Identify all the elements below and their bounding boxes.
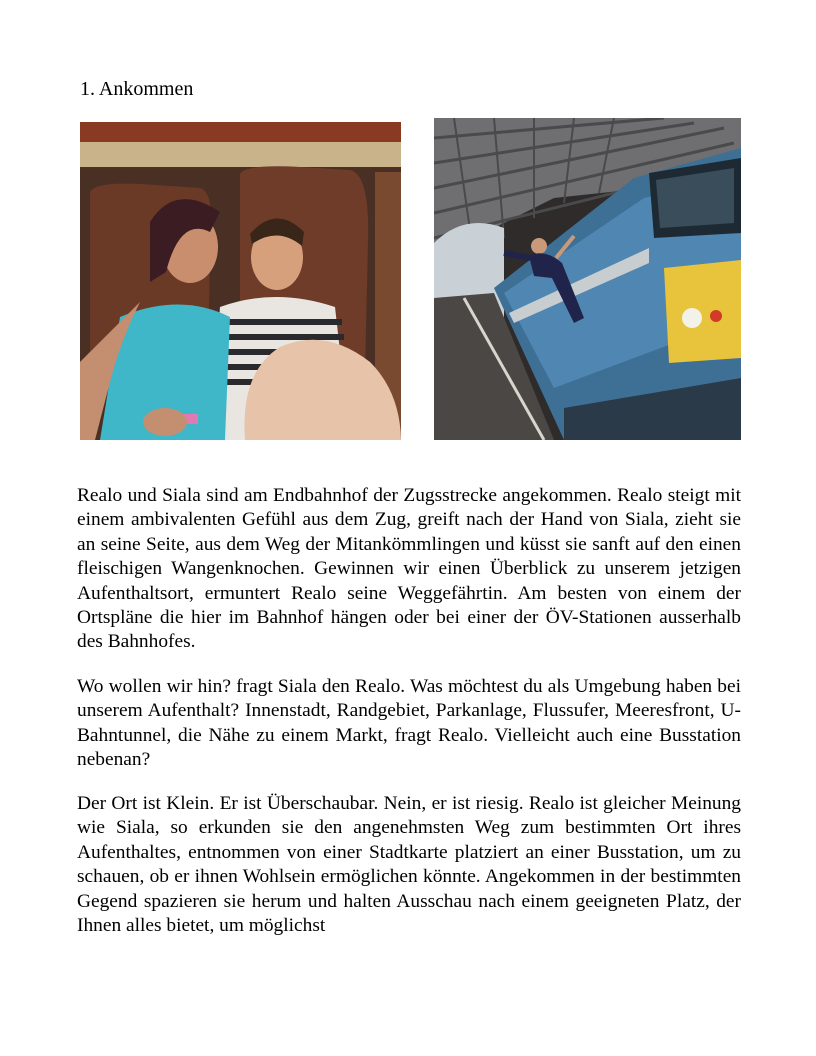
- section-heading: 1. Ankommen: [80, 78, 194, 100]
- photo-train-station-image: [434, 118, 741, 440]
- paragraph-3: Der Ort ist Klein. Er ist Überschaubar. Nein, er ist riesig. Realo ist gleicher Meinung wie Siala, so erkunden sie den angenehmsten Weg zum bestimmten Ort ihres Aufenthaltes, entnommen von einer Stadtkarte platziert an einer Busstation, um zu schauen, ob er ihnen Wohlsein ermöglichen könnte. Angekommen in der bestimmten Gegend spazieren sie herum und halten Ausschau nach einem geeigneten Platz, der Ihnen alles bietet, um möglichst: [77, 793, 741, 937]
- photo-couple-in-train: [80, 122, 401, 440]
- photo-train-station: [434, 118, 741, 440]
- paragraph-2: Wo wollen wir hin? fragt Siala den Realo. Was möchtest du als Umgebung haben bei unserem Aufenthalt? Innenstadt, Randgebiet, Parkanlage, Flussufer, Meeresfront, U-Bahntunnel, die Nähe zu einem Markt, fragt Realo. Vielleicht auch eine Busstation nebenan?: [77, 676, 741, 771]
- paragraph-1: Realo und Siala sind am Endbahnhof der Zugsstrecke angekommen. Realo steigt mit einem ambivalenten Gefühl aus dem Zug, greift nach der Hand von Siala, zieht sie an seine Seite, aus dem Weg der Mitankömmlingen und küsst sie sanft auf den einen fleischigen Wangenknochen. Gewinnen wir einen Überblick zu unserem jetzigen Aufenthaltsort, ermuntert Realo seine Weggefährtin. Am besten von einem der Ortspläne die hier im Bahnhof hängen oder bei einer der ÖV-Stationen ausserhalb des Bahnhofes.: [77, 485, 741, 653]
- photo-couple-in-train-image: [80, 122, 401, 440]
